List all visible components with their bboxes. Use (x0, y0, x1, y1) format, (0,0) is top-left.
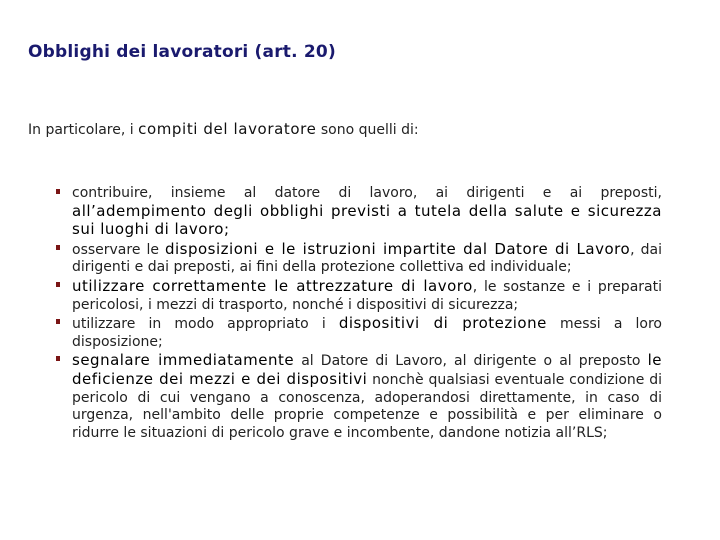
bullet-icon (56, 189, 60, 194)
item-emphasis: disposizioni e le istruzioni impartite dal Datore di Lavoro (164, 239, 631, 258)
item-text: al Datore di Lavoro, al dirigente o al preposto (294, 353, 648, 370)
item-text: nonchè qualsiasi eventuale condizione di pericolo di cui vengano a conoscenza, adoperandosi direttamente, in caso di urgenza, nell'ambito delle proprie competenze e possibilità e per eliminare o ridurre le situazioni di pericolo grave e incombente, dandone notizia all’RLS; (72, 371, 662, 441)
item-emphasis: dispositivi di protezione (338, 314, 547, 333)
intro-emphasis: compiti del lavoratore (138, 120, 317, 138)
intro-after: sono quelli di: (316, 122, 419, 138)
item-text: , dai dirigenti e dai preposti, ai fini della protezione collettiva ed individuale; (72, 241, 662, 276)
item-text: utilizzare in modo appropriato i (72, 316, 339, 333)
list-item (56, 352, 662, 442)
item-emphasis: segnalare immediatamente (72, 351, 295, 370)
item-emphasis: all’adempimento degli obblighi previsti a tutela della salute e sicurezza sui luoghi di lavoro; (72, 201, 662, 239)
item-text: osservare le (72, 241, 165, 258)
list-item (56, 185, 662, 240)
list-item (56, 315, 662, 351)
item-text: contribuire, insieme al datore di lavoro, ai dirigenti e ai preposti, (72, 185, 662, 201)
item-emphasis: le deficienze dei mezzi e dei dispositivi (72, 351, 662, 388)
intro-before: In particolare, i (28, 122, 139, 138)
bullet-icon (56, 245, 60, 250)
list-item (56, 241, 662, 277)
item-text: messi a loro disposizione; (72, 316, 662, 350)
bullet-icon (56, 356, 60, 361)
bullet-icon (56, 282, 60, 287)
bullet-icon (56, 319, 60, 324)
obligations-list (56, 185, 662, 442)
list-item (56, 278, 662, 314)
item-emphasis: utilizzare correttamente le attrezzature di lavoro (72, 276, 473, 295)
intro-text (28, 120, 419, 138)
item-text: , le sostanze e i preparati pericolosi, i mezzi di trasporto, nonché i dispositivi di sicurezza; (72, 278, 662, 313)
slide-title: Obblighi dei lavoratori (art. 20) (28, 42, 336, 62)
